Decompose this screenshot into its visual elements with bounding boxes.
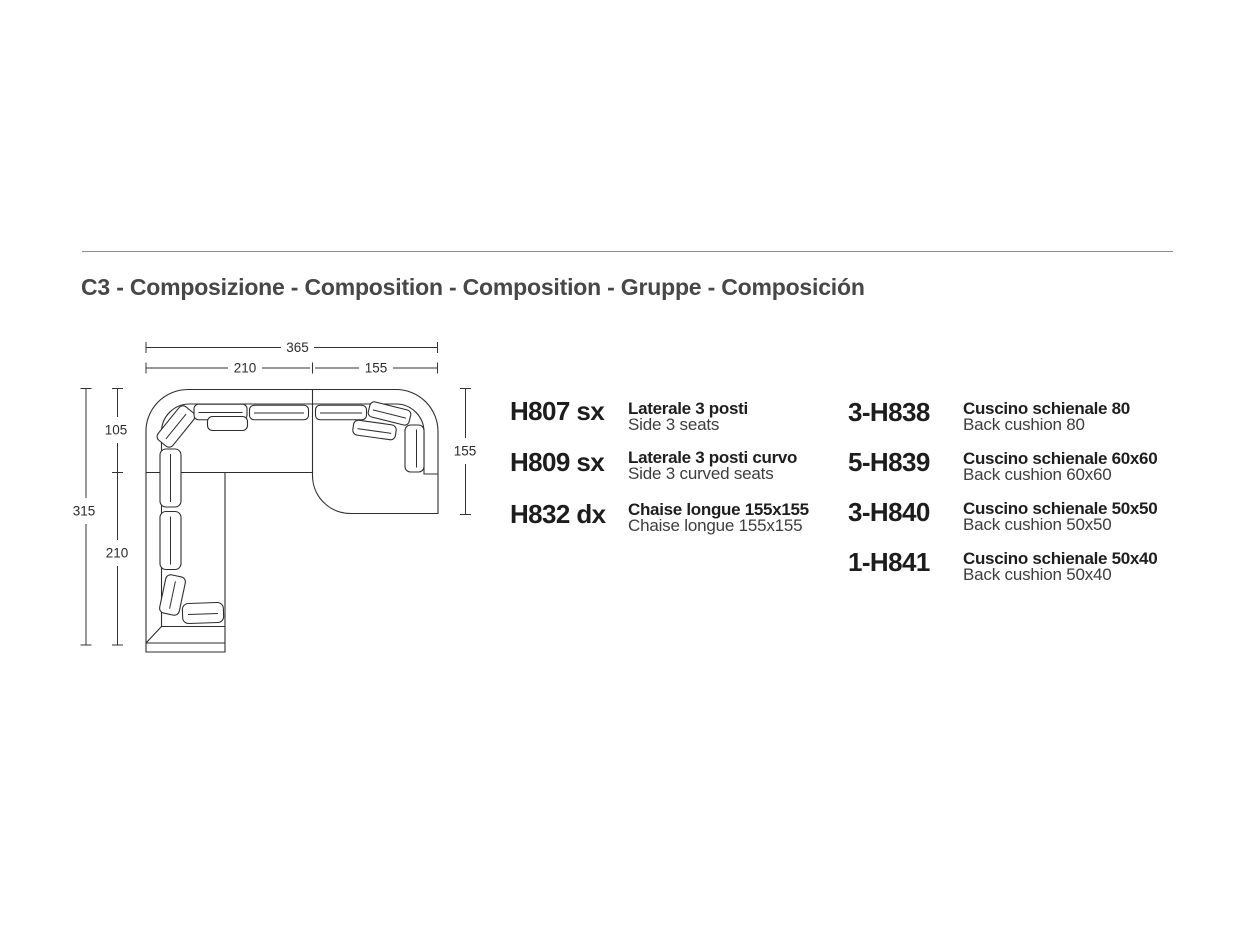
part-name-en: Side 3 curved seats <box>628 464 774 483</box>
part-name-it: Chaise longue 155x155 <box>628 500 809 519</box>
part-description <box>963 401 1130 433</box>
part-description <box>963 551 1157 583</box>
sofa-plan-drawing <box>55 330 485 665</box>
dim-total-width: 365 <box>286 340 309 355</box>
small-pillow-left <box>208 417 248 431</box>
dim-left-width: 210 <box>233 360 257 376</box>
bottom-seat-cushion <box>182 602 224 623</box>
part-code: 3-H840 <box>848 497 930 527</box>
cushions <box>155 401 424 624</box>
part-name-en: Back cushion 50x40 <box>963 565 1112 584</box>
dim-lower-depth: 210 <box>105 545 129 561</box>
corner-cushion <box>155 404 197 449</box>
part-name-en: Back cushion 50x50 <box>963 515 1112 534</box>
part-name-en: Side 3 seats <box>628 415 720 434</box>
part-code: H832 dx <box>510 499 606 529</box>
part-name-it: Laterale 3 posti curvo <box>628 448 798 467</box>
dim-right-width: 155 <box>364 360 388 376</box>
left-back-cushion-1 <box>160 449 181 507</box>
top-back-cushion-3 <box>316 405 367 420</box>
part-description <box>963 501 1157 533</box>
dimension-lines <box>73 340 477 645</box>
part-name-it: Cuscino schienale 50x40 <box>963 549 1158 568</box>
part-name-it: Cuscino schienale 60x60 <box>963 449 1158 468</box>
dim-upper-depth: 105 <box>104 422 128 438</box>
dim-total-depth: 315 <box>72 503 96 519</box>
part-name-it: Cuscino schienale 50x50 <box>963 499 1158 518</box>
part-code: H807 sx <box>510 396 605 426</box>
header-rule <box>82 251 1173 252</box>
part-description <box>628 502 809 534</box>
page-title: C3 - Composizione - Composition - Composition - Gruppe - Composición <box>81 274 865 300</box>
chaise-side-cushion <box>405 425 424 472</box>
small-pillow-right <box>352 420 397 441</box>
part-name-it: Laterale 3 posti <box>628 399 748 418</box>
part-name-en: Back cushion 60x60 <box>963 465 1112 484</box>
part-name-en: Back cushion 80 <box>963 415 1085 434</box>
part-code: 3-H838 <box>848 397 930 427</box>
part-description <box>628 401 748 433</box>
part-code: 1-H841 <box>848 547 930 577</box>
part-description <box>963 451 1157 483</box>
dim-chaise-depth: 155 <box>453 443 477 459</box>
part-code: 5-H839 <box>848 447 930 477</box>
part-description <box>628 450 797 482</box>
top-back-cushion-2 <box>250 405 309 420</box>
part-code: H809 sx <box>510 447 605 477</box>
part-name-en: Chaise longue 155x155 <box>628 516 803 535</box>
part-name-it: Cuscino schienale 80 <box>963 399 1130 418</box>
left-back-cushion-2 <box>160 512 181 570</box>
